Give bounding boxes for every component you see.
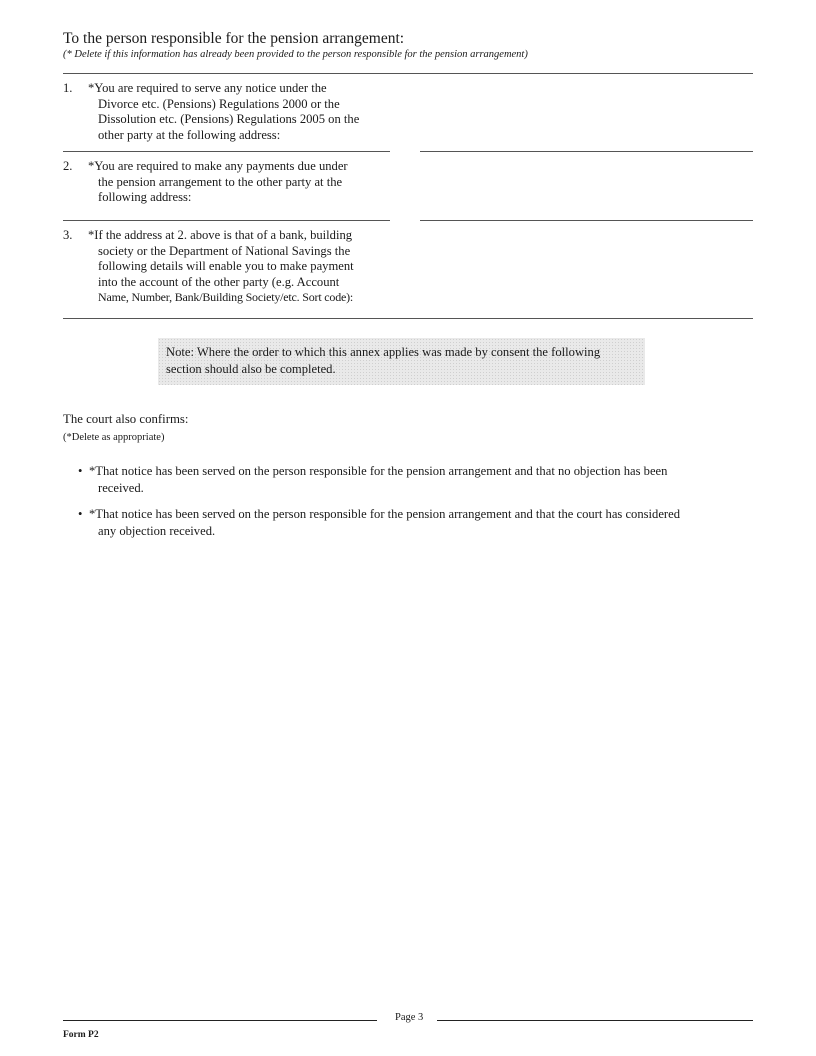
option-line: *That notice has been served on the person responsible for the pension arrangement and that no objection has been: [89, 464, 668, 478]
option-line: any objection received.: [98, 524, 216, 538]
item-line: society or the Department of National Savings the: [98, 243, 351, 258]
bullet-icon: •: [78, 464, 83, 478]
item-line: Name, Number, Bank/Building Society/etc. Sort code):: [98, 290, 354, 305]
item-line: other party at the following address:: [98, 127, 281, 142]
header-rule: [63, 73, 753, 74]
confirm-subtitle: (*Delete as appropriate): [63, 432, 165, 443]
consent-note: [158, 338, 645, 385]
bullet-icon: •: [78, 507, 83, 521]
item-number: 1.: [63, 81, 73, 95]
item-first-line: *If the address at 2. above is that of a bank, building: [88, 228, 353, 242]
option-text: [89, 506, 739, 540]
option-text: [89, 463, 739, 497]
option-line: *That notice has been served on the person responsible for the pension arrangement and that the court has considered: [89, 507, 681, 521]
page-subheading: (* Delete if this information has already been provided to the person responsible for the pension arrangement): [63, 49, 528, 60]
item-line: following address:: [98, 190, 192, 205]
note-line: section should also be completed.: [166, 362, 336, 376]
item-1-answer-line[interactable]: [420, 151, 753, 152]
item-2-rule-left: [63, 220, 390, 221]
item-line: Divorce etc. (Pensions) Regulations 2000 or the: [98, 96, 340, 111]
note-line: Note: Where the order to which this annex applies was made by consent the following: [166, 345, 601, 359]
item-number: 3.: [63, 228, 73, 242]
page-number: Page 3: [395, 1012, 424, 1023]
option-line: received.: [98, 481, 144, 495]
footer-rule-right: [437, 1020, 753, 1021]
item-line: Dissolution etc. (Pensions) Regulations 2005 on the: [98, 112, 360, 127]
item-number: 2.: [63, 159, 73, 173]
item-first-line: *You are required to make any payments due under: [88, 159, 348, 173]
item-text: [88, 81, 393, 143]
form-label: Form P2: [63, 1030, 99, 1040]
item-line: following details will enable you to make payment: [98, 259, 354, 274]
footer-rule-left: [63, 1020, 377, 1021]
item-text: [88, 228, 418, 306]
item-line: the pension arrangement to the other party at the: [98, 174, 343, 189]
item-3-rule: [63, 318, 753, 319]
page-heading: To the person responsible for the pension arrangement:: [63, 30, 405, 47]
item-text: [88, 159, 393, 206]
item-first-line: *You are required to serve any notice under the: [88, 81, 327, 95]
item-2-answer-line[interactable]: [420, 220, 753, 221]
item-1-rule-left: [63, 151, 390, 152]
item-line: into the account of the other party (e.g. Account: [98, 274, 340, 289]
confirm-title: The court also confirms:: [63, 412, 189, 426]
